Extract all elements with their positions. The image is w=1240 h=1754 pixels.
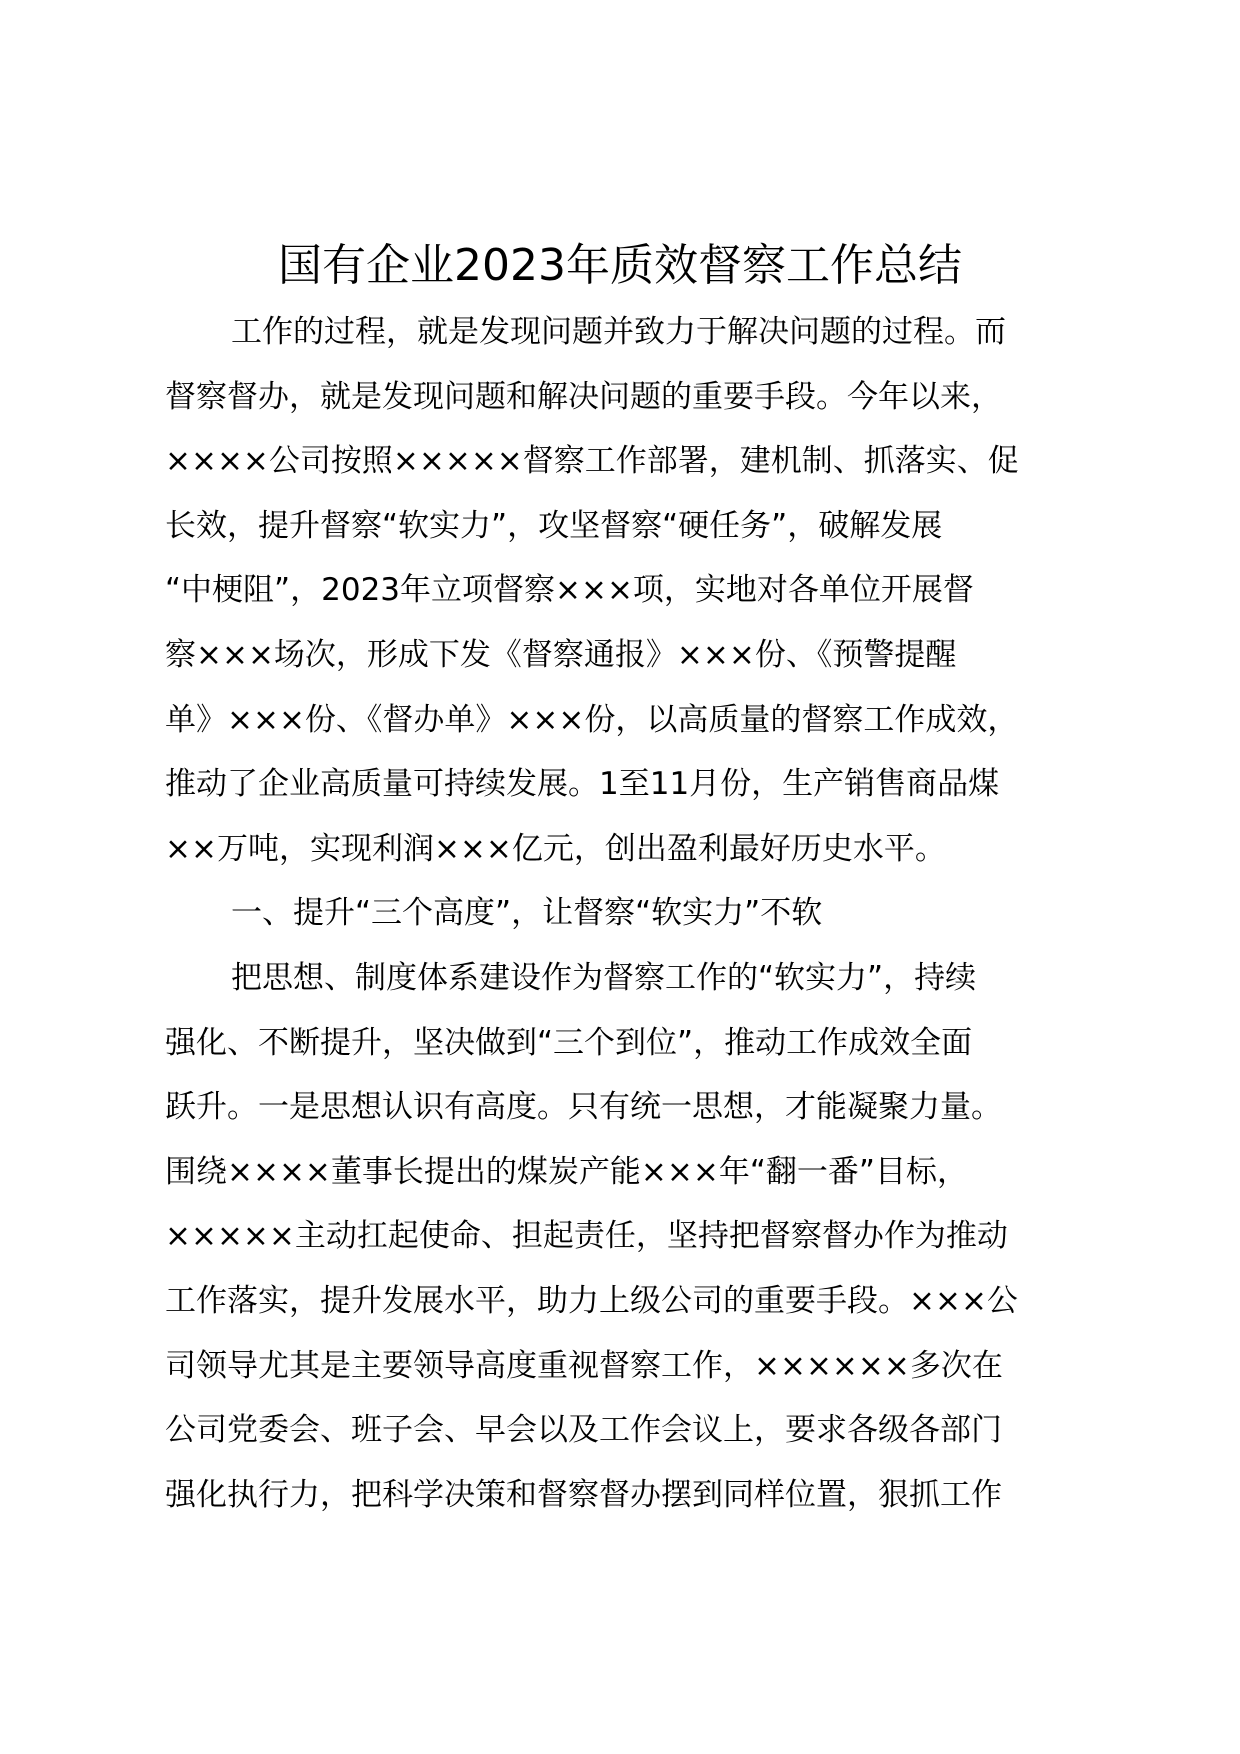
- body-line: 长效，提升督察“软实力”，攻坚督察“硬任务”，破解发展: [165, 507, 943, 544]
- body-line: 推动了企业高质量可持续发展。1至11月份，生产销售商品煤: [165, 766, 1000, 803]
- body-line: 公司党委会、班子会、早会以及工作会议上，要求各级各部门: [165, 1412, 1002, 1449]
- body-line: 工作的过程，就是发现问题并致力于解决问题的过程。而: [231, 314, 1006, 350]
- body-line: 督察督办，就是发现问题和解决问题的重要手段。今年以来，: [165, 378, 1002, 415]
- body-line: 司领导尤其是主要领导高度重视督察工作，××××××多次在: [165, 1347, 1003, 1384]
- document-title: 国有企业2023年质效督察工作总结: [278, 240, 962, 291]
- body-line: 工作落实，提升发展水平，助力上级公司的重要手段。×××公: [165, 1282, 1018, 1319]
- body-line: 强化执行力，把科学决策和督察督办摆到同样位置，狠抓工作: [165, 1476, 1002, 1513]
- body-line: ×××××主动扛起使命、担起责任，坚持把督察督办作为推动: [165, 1218, 1008, 1255]
- body-line: “中梗阻”，2023年立项督察×××项，实地对各单位开展督: [165, 572, 974, 609]
- body-line: 强化、不断提升，坚决做到“三个到位”，推动工作成效全面: [165, 1024, 973, 1061]
- document-body: [165, 300, 1105, 1527]
- body-line: 跃升。一是思想认识有高度。只有统一思想，才能凝聚力量。: [165, 1089, 1002, 1126]
- body-line: 围绕××××董事长提出的煤炭产能×××年“翻一番”目标，: [165, 1153, 968, 1190]
- section-heading: 一、提升“三个高度”，让督察“软实力”不软: [231, 895, 823, 932]
- body-line: 单》×××份、《督办单》×××份，以高质量的督察工作成效，: [165, 701, 1019, 738]
- body-line: ××万吨，实现利润×××亿元，创出盈利最好历史水平。: [165, 830, 946, 867]
- body-line: 察×××场次，形成下发《督察通报》×××份、《预警提醒: [165, 636, 957, 673]
- body-line: 把思想、制度体系建设作为督察工作的“软实力”，持续: [231, 959, 977, 996]
- body-line: ××××公司按照×××××督察工作部署，建机制、抓落实、促: [165, 443, 1019, 480]
